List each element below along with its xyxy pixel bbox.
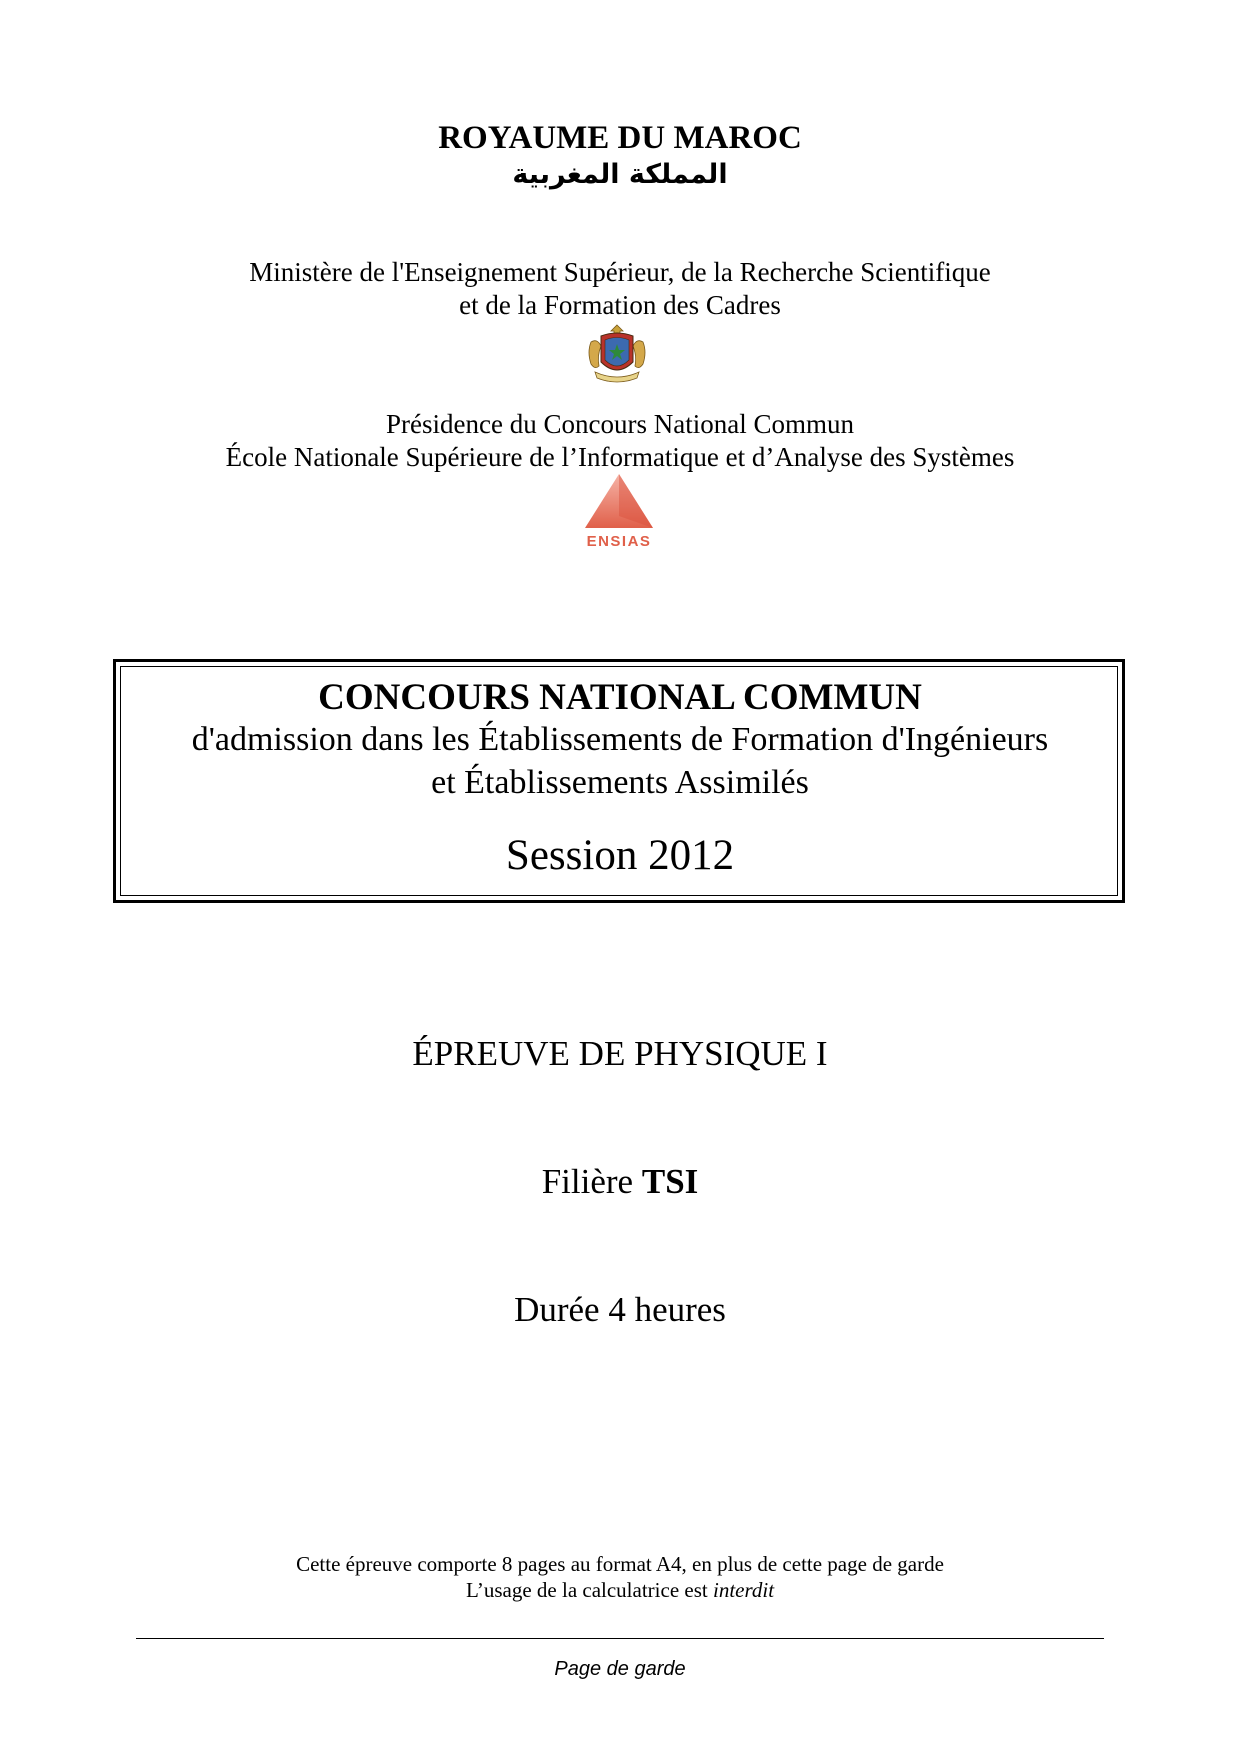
exam-duration: Durée 4 heures xyxy=(514,1290,726,1329)
banner-subtitle-line-1: d'admission dans les Établissements de Formation d'Ingénieurs xyxy=(191,721,1049,758)
presidence-line-2: École Nationale Supérieure de l’Informatique et d’Analyse des Systèmes xyxy=(225,442,1015,472)
exam-title: ÉPREUVE DE PHYSIQUE I xyxy=(412,1034,828,1073)
session-label: Session 2012 xyxy=(505,832,735,879)
footer-page-label: Page de garde xyxy=(554,1658,686,1680)
presidence-line-1: Présidence du Concours National Commun xyxy=(386,409,854,439)
exam-notes xyxy=(0,1551,1240,1603)
country-name-french: ROYAUME DU MAROC xyxy=(438,120,802,156)
country-name-arabic: المملكة المغربية xyxy=(512,159,728,190)
filiere-value: TSI xyxy=(641,1162,699,1201)
ministry-block xyxy=(0,256,1240,322)
presidence-block xyxy=(0,408,1240,474)
banner-subtitle xyxy=(0,718,1240,804)
ministry-line-1: Ministère de l'Enseignement Supérieur, de la Recherche Scientifique xyxy=(249,257,991,287)
banner-title: CONCOURS NATIONAL COMMUN xyxy=(318,677,922,718)
ministry-line-2: et de la Formation des Cadres xyxy=(459,290,781,320)
filiere-line xyxy=(0,1160,1240,1204)
note-line-2 xyxy=(0,1577,1240,1603)
note-line-2-emphasis: interdit xyxy=(712,1578,775,1602)
banner-subtitle-line-2: et Établissements Assimilés xyxy=(431,764,809,801)
note-line-2-prefix: L’usage de la calculatrice est xyxy=(465,1578,713,1602)
filiere-prefix: Filière xyxy=(541,1162,642,1201)
ensias-logo-text: ENSIAS xyxy=(586,533,652,550)
note-line-1: Cette épreuve comporte 8 pages au format A4, en plus de cette page de garde xyxy=(296,1552,944,1576)
moroccan-coat-of-arms-icon xyxy=(583,322,651,388)
footer-divider xyxy=(136,1638,1104,1639)
ensias-logo xyxy=(573,472,665,550)
